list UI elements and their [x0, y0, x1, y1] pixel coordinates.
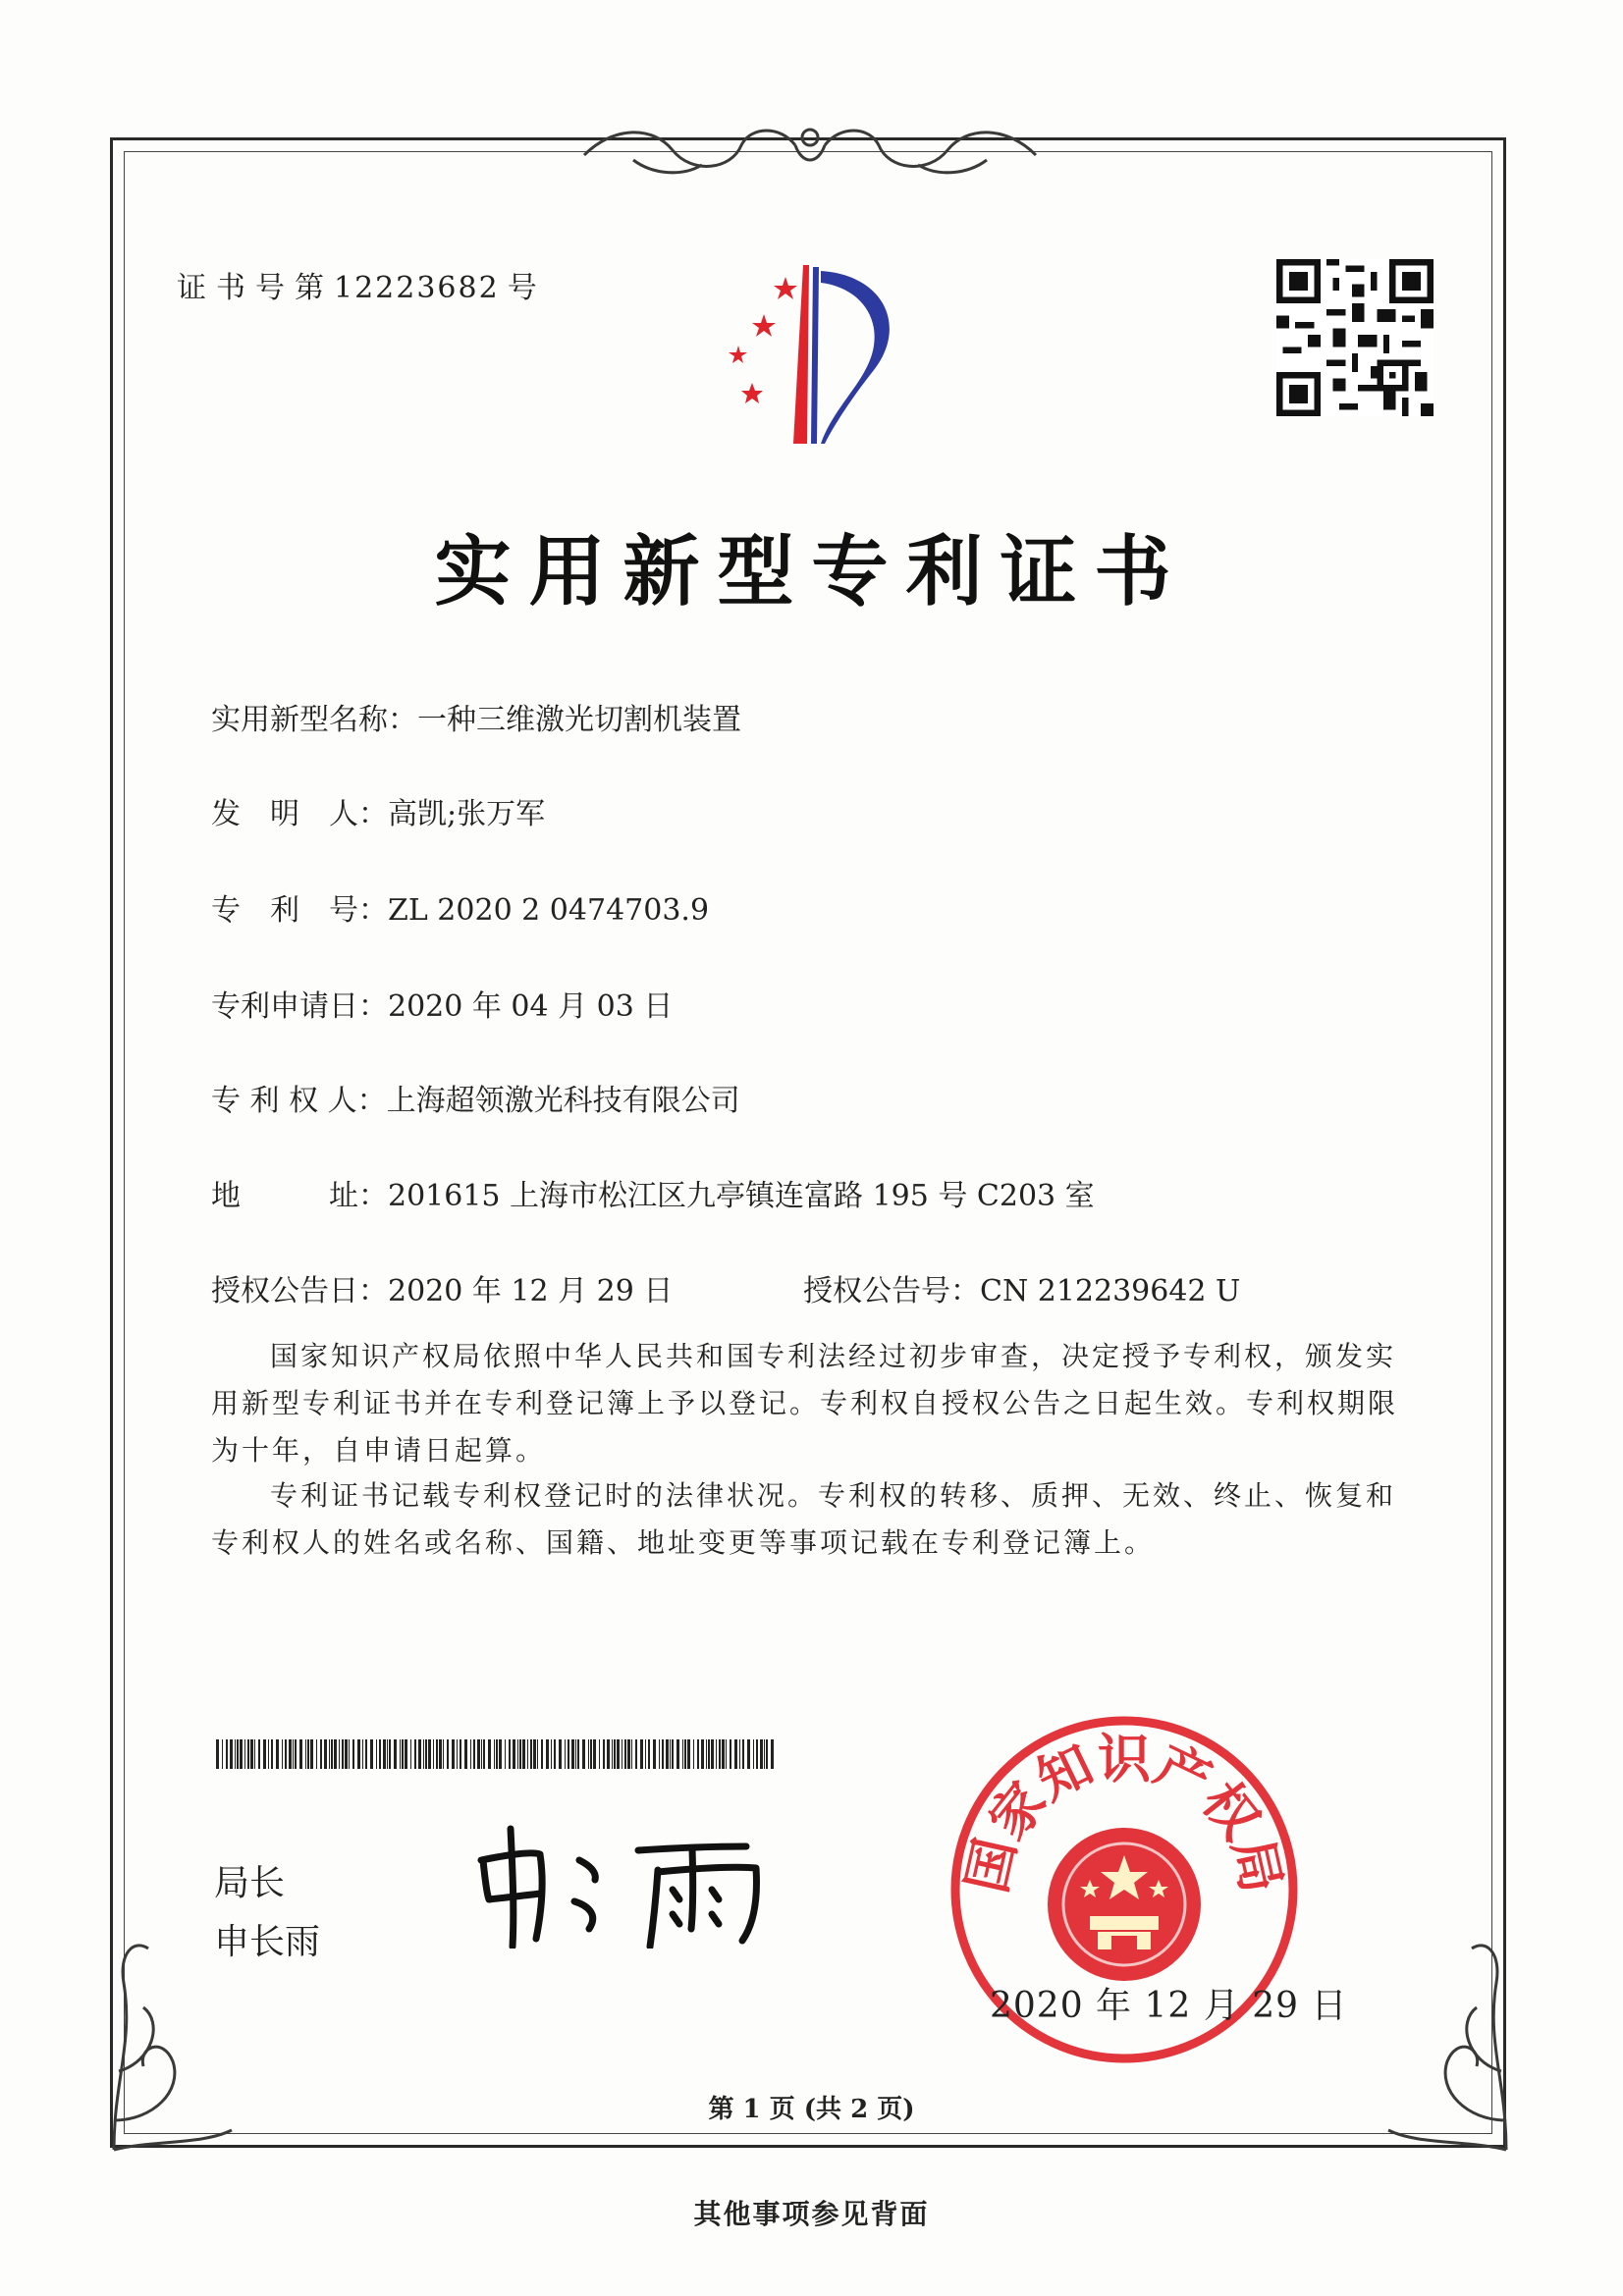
qr-code-icon [1276, 259, 1434, 416]
field-patent-no [211, 885, 709, 929]
page-number: 第 1 页 (共 2 页) [708, 2095, 915, 2124]
certificate-number [177, 263, 539, 306]
certificate-number-suffix: 号 [507, 271, 539, 305]
field-name [211, 695, 741, 738]
field-patent-no-label: 专 利 号： [211, 893, 388, 928]
field-patent-no-value: ZL 2020 2 0474703.9 [388, 893, 710, 928]
field-filing-date-value: 2020 年 04 月 03 日 [388, 989, 674, 1024]
field-patentee [211, 1076, 740, 1119]
paragraph-grant-statement: 国家知识产权局依照中华人民共和国专利法经过初步审查，决定授予专利权，颁发实用新型专利证书并在专利登记簿上予以登记。专利权自授权公告之日起生效。专利权期限为十年，自申请日起算。 [211, 1340, 1399, 1467]
field-inventor [211, 789, 545, 832]
certificate-number-label: 证书号第 [177, 271, 334, 305]
field-grant-no-label: 授权公告号： [803, 1274, 980, 1308]
field-patentee-label: 专 利 权 人： [211, 1084, 387, 1118]
certificate-number-value: 12223682 [334, 271, 500, 305]
field-patentee-value: 上海超领激光科技有限公司 [386, 1084, 740, 1118]
field-grant-no [803, 1266, 1240, 1309]
signature-icon [471, 1821, 805, 1949]
signatory-name: 申长雨 [214, 1922, 321, 1962]
national-emblem-icon [1048, 1828, 1201, 1981]
field-grant-date-label: 授权公告日： [211, 1274, 388, 1308]
seal-date: 2020 年 12 月 29 日 [990, 1986, 1348, 2026]
field-inventor-value: 高凯;张万军 [388, 797, 546, 831]
field-filing-date-label: 专利申请日： [211, 989, 388, 1024]
certificate-title: 实用新型专利证书 [434, 528, 1189, 616]
field-address [211, 1171, 1095, 1214]
field-address-value: 201615 上海市松江区九亭镇连富路 195 号 C203 室 [388, 1179, 1095, 1213]
cnipa-logo-icon [687, 257, 923, 444]
barcode-icon [216, 1739, 776, 1769]
field-grant-date-value: 2020 年 12 月 29 日 [388, 1274, 674, 1308]
paragraph-legal-status: 专利证书记载专利权登记时的法律状况。专利权的转移、质押、无效、终止、恢复和专利权人的姓名或名称、国籍、地址变更等事项记载在专利登记簿上。 [211, 1479, 1397, 1559]
seal-text: 国家知识产权局 [955, 1728, 1293, 1898]
field-grant-no-value: CN 212239642 U [980, 1274, 1241, 1308]
field-name-label: 实用新型名称： [211, 703, 417, 737]
field-address-label: 地 址： [211, 1179, 388, 1213]
field-inventor-label: 发 明 人： [211, 797, 388, 831]
field-filing-date [211, 982, 673, 1025]
back-note: 其他事项参见背面 [693, 2198, 930, 2230]
field-grant-date [211, 1266, 673, 1309]
field-name-value: 一种三维激光切割机装置 [417, 703, 741, 737]
top-ornament-icon [574, 116, 1046, 185]
signatory-title: 局长 [214, 1863, 286, 1903]
